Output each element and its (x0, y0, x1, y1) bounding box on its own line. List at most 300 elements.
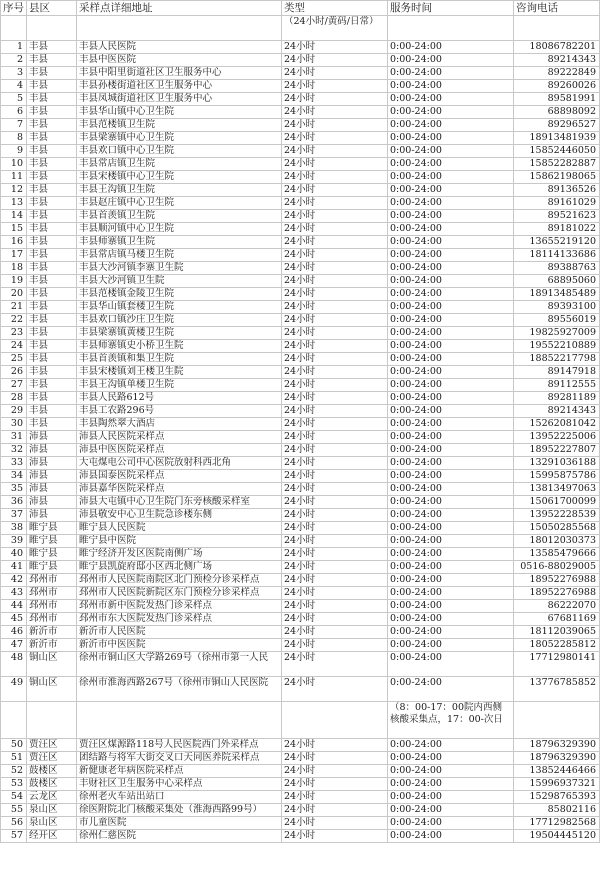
table-row (1, 197, 600, 210)
row-address: 丰县梁寨镇中心卫生院 (77, 132, 282, 145)
table-row (1, 702, 600, 739)
row-county: 铜山区 (27, 677, 77, 702)
row-county: 铜山区 (27, 652, 77, 677)
row-type: 24小时 (282, 67, 388, 80)
row-phone: 15852446050 (514, 145, 600, 158)
row-phone: 89393100 (514, 301, 600, 314)
table-row (1, 262, 600, 275)
table-row (1, 184, 600, 197)
row-address: 沛县中医医院采样点 (77, 444, 282, 457)
table-row (1, 314, 600, 327)
row-phone: 18852217798 (514, 353, 600, 366)
table-row (1, 418, 600, 431)
row-phone: 68898092 (514, 106, 600, 119)
header-hours: 服务时间 (388, 1, 514, 16)
row-no: 35 (1, 483, 27, 496)
row-phone: 18086782201 (514, 41, 600, 54)
table-row (1, 132, 600, 145)
row-address: 丰县华山镇套楼卫生院 (77, 301, 282, 314)
row-type: 24小时 (282, 496, 388, 509)
row-type: 24小时 (282, 561, 388, 574)
row-no: 5 (1, 93, 27, 106)
table-row (1, 236, 600, 249)
row-county: 鼓楼区 (27, 778, 77, 791)
row-no: 54 (1, 791, 27, 804)
row-type: 24小时 (282, 830, 388, 843)
row-type: 24小时 (282, 171, 388, 184)
row-phone: 89181022 (514, 223, 600, 236)
row-phone: 13776785852 (514, 677, 600, 702)
row-county: 丰县 (27, 392, 77, 405)
header-no: 序号 (1, 1, 27, 16)
table-row (1, 457, 600, 470)
row-county: 泉山区 (27, 817, 77, 830)
table-row (1, 379, 600, 392)
header-type-note: （24小时/黄码/日常） (282, 16, 388, 41)
row-no: 1 (1, 41, 27, 54)
row-type: 24小时 (282, 587, 388, 600)
row-type: 24小时 (282, 132, 388, 145)
row-address: 沛县人民医院采样点 (77, 431, 282, 444)
row-phone: 89147918 (514, 366, 600, 379)
row-phone: 18052285812 (514, 639, 600, 652)
row-county: 经开区 (27, 830, 77, 843)
row-county: 丰县 (27, 249, 77, 262)
row-type: 24小时 (282, 817, 388, 830)
row-hours: 0:00-24:00 (388, 223, 514, 236)
row-phone: 13952228539 (514, 509, 600, 522)
row-type: 24小时 (282, 574, 388, 587)
row-no: 29 (1, 405, 27, 418)
row-address: 丰县王沟镇单楼卫生院 (77, 379, 282, 392)
row-type: 24小时 (282, 353, 388, 366)
row-county: 邳州市 (27, 587, 77, 600)
row-type: 24小时 (282, 677, 388, 702)
row-address: 邳州市人民医院新院区东门预检分诊采样点 (77, 587, 282, 600)
table-row (1, 752, 600, 765)
row-county: 贾汪区 (27, 752, 77, 765)
row-no: 13 (1, 197, 27, 210)
header-type: 类型 (282, 1, 388, 16)
row-address: 丰县工农路296号 (77, 405, 282, 418)
row-county: 丰县 (27, 119, 77, 132)
table-row (1, 340, 600, 353)
row-county: 丰县 (27, 340, 77, 353)
row-phone: 89296527 (514, 119, 600, 132)
row-address: 新健康老年病医院采样点 (77, 765, 282, 778)
row-phone: 13585479666 (514, 548, 600, 561)
row-county: 丰县 (27, 353, 77, 366)
row-county: 丰县 (27, 171, 77, 184)
row-phone: 15996937321 (514, 778, 600, 791)
row-county: 丰县 (27, 93, 77, 106)
row-hours: 0:00-24:00 (388, 379, 514, 392)
row-county: 沛县 (27, 457, 77, 470)
row-type: 24小时 (282, 379, 388, 392)
row-no: 10 (1, 158, 27, 171)
row-address: 市儿童医院 (77, 817, 282, 830)
row-county: 丰县 (27, 314, 77, 327)
row-hours: 0:00-24:00 (388, 67, 514, 80)
row-hours: （8：00-17：00院内西侧核酸采集点，17：00-次日 (388, 702, 514, 739)
row-no: 48 (1, 652, 27, 677)
row-address: 丰县华山镇中心卫生院 (77, 106, 282, 119)
row-address: 新沂市人民医院 (77, 626, 282, 639)
table-row (1, 327, 600, 340)
row-county: 沛县 (27, 496, 77, 509)
row-address: 徐州仁慈医院 (77, 830, 282, 843)
table-row (1, 652, 600, 677)
row-address: 沛县大屯镇中心卫生院门东旁核酸采样室 (77, 496, 282, 509)
row-hours: 0:00-24:00 (388, 145, 514, 158)
row-hours: 0:00-24:00 (388, 765, 514, 778)
row-type: 24小时 (282, 752, 388, 765)
row-hours: 0:00-24:00 (388, 483, 514, 496)
row-phone: 13813497063 (514, 483, 600, 496)
row-county: 丰县 (27, 275, 77, 288)
row-hours: 0:00-24:00 (388, 184, 514, 197)
row-address: 新沂市中医医院 (77, 639, 282, 652)
row-county: 丰县 (27, 132, 77, 145)
row-phone: 85802116 (514, 804, 600, 817)
row-hours: 0:00-24:00 (388, 288, 514, 301)
table-row (1, 613, 600, 626)
row-hours: 0:00-24:00 (388, 457, 514, 470)
row-county: 睢宁县 (27, 561, 77, 574)
table-row (1, 626, 600, 639)
row-phone: 89556019 (514, 314, 600, 327)
table-row (1, 67, 600, 80)
row-address: 丰县王沟镇卫生院 (77, 184, 282, 197)
row-type: 24小时 (282, 197, 388, 210)
row-address: 徐医附院北门核酸采集处（淮海西路99号） (77, 804, 282, 817)
row-phone: 18952276988 (514, 574, 600, 587)
row-no: 43 (1, 587, 27, 600)
row-hours: 0:00-24:00 (388, 210, 514, 223)
row-county: 丰县 (27, 327, 77, 340)
row-address: 丰县宋楼镇刘王楼卫生院 (77, 366, 282, 379)
row-phone: 18796329390 (514, 752, 600, 765)
row-type: 24小时 (282, 626, 388, 639)
row-address: 丰县孙楼街道社区卫生服务中心 (77, 80, 282, 93)
table-row (1, 353, 600, 366)
row-address: 邳州市东大医院发热门诊采样点 (77, 613, 282, 626)
row-type: 24小时 (282, 600, 388, 613)
row-address: 团结路与将军大街交叉口天同医养院采样点 (77, 752, 282, 765)
row-phone: 89112555 (514, 379, 600, 392)
row-hours: 0:00-24:00 (388, 791, 514, 804)
row-no: 41 (1, 561, 27, 574)
row-no (1, 702, 27, 739)
row-hours: 0:00-24:00 (388, 236, 514, 249)
row-phone: 15852282887 (514, 158, 600, 171)
row-no: 14 (1, 210, 27, 223)
row-address: 丰县梁寨镇黄楼卫生院 (77, 327, 282, 340)
table-row (1, 431, 600, 444)
row-phone: 18952227807 (514, 444, 600, 457)
row-hours: 0:00-24:00 (388, 158, 514, 171)
row-phone: 89581991 (514, 93, 600, 106)
row-hours: 0:00-24:00 (388, 366, 514, 379)
row-phone: 13291036188 (514, 457, 600, 470)
row-county: 丰县 (27, 184, 77, 197)
row-hours: 0:00-24:00 (388, 340, 514, 353)
row-address: 丰财社区卫生服务中心采样点 (77, 778, 282, 791)
row-county: 邳州市 (27, 600, 77, 613)
row-hours: 0:00-24:00 (388, 677, 514, 702)
row-county: 丰县 (27, 236, 77, 249)
row-phone: 19552210889 (514, 340, 600, 353)
row-no: 3 (1, 67, 27, 80)
row-no: 22 (1, 314, 27, 327)
row-type: 24小时 (282, 444, 388, 457)
row-county: 睢宁县 (27, 548, 77, 561)
table-row (1, 444, 600, 457)
row-phone: 19825927009 (514, 327, 600, 340)
row-hours: 0:00-24:00 (388, 639, 514, 652)
row-address: 睢宁县凯旋府邸小区西北侧广场 (77, 561, 282, 574)
row-no: 33 (1, 457, 27, 470)
row-county: 丰县 (27, 223, 77, 236)
row-address: 睢宁县人民医院 (77, 522, 282, 535)
row-phone: 89214343 (514, 54, 600, 67)
row-address (77, 702, 282, 739)
row-type: 24小时 (282, 184, 388, 197)
row-no: 28 (1, 392, 27, 405)
row-type: 24小时 (282, 548, 388, 561)
row-type: 24小时 (282, 340, 388, 353)
row-no: 32 (1, 444, 27, 457)
table-row (1, 509, 600, 522)
row-address: 丰县师寨镇史小桥卫生院 (77, 340, 282, 353)
row-county: 丰县 (27, 366, 77, 379)
table-row (1, 392, 600, 405)
row-type: 24小时 (282, 93, 388, 106)
table-row (1, 535, 600, 548)
row-type: 24小时 (282, 119, 388, 132)
row-hours: 0:00-24:00 (388, 431, 514, 444)
row-county: 丰县 (27, 288, 77, 301)
row-type: 24小时 (282, 739, 388, 752)
row-no: 56 (1, 817, 27, 830)
row-county: 邳州市 (27, 613, 77, 626)
row-phone: 68895060 (514, 275, 600, 288)
row-phone: 89161029 (514, 197, 600, 210)
row-address: 丰县首羡镇和集卫生院 (77, 353, 282, 366)
table-row (1, 791, 600, 804)
row-type: 24小时 (282, 314, 388, 327)
row-type: 24小时 (282, 210, 388, 223)
row-type: 24小时 (282, 236, 388, 249)
row-hours: 0:00-24:00 (388, 752, 514, 765)
row-type: 24小时 (282, 301, 388, 314)
row-address: 丰县凤城街道社区卫生服务中心 (77, 93, 282, 106)
row-no: 26 (1, 366, 27, 379)
row-phone: 86222070 (514, 600, 600, 613)
row-address: 丰县大沙河镇卫生院 (77, 275, 282, 288)
row-phone: 18913481939 (514, 132, 600, 145)
row-address: 沛县嘉华医院采样点 (77, 483, 282, 496)
row-phone: 89281189 (514, 392, 600, 405)
row-no: 8 (1, 132, 27, 145)
row-address: 丰县欢口镇中心卫生院 (77, 145, 282, 158)
row-no: 42 (1, 574, 27, 587)
table-row (1, 80, 600, 93)
row-type: 24小时 (282, 145, 388, 158)
row-no: 11 (1, 171, 27, 184)
row-hours: 0:00-24:00 (388, 392, 514, 405)
row-address: 徐州市淮海西路267号（徐州市铜山人民医院 (77, 677, 282, 702)
row-address: 丰县欢口镇沙庄卫生院 (77, 314, 282, 327)
row-type: 24小时 (282, 457, 388, 470)
header-row (1, 1, 600, 16)
table-row (1, 210, 600, 223)
table-row (1, 830, 600, 843)
row-hours: 0:00-24:00 (388, 132, 514, 145)
row-county: 丰县 (27, 67, 77, 80)
row-no: 23 (1, 327, 27, 340)
row-address: 睢宁经济开发区医院南侧广场 (77, 548, 282, 561)
table-row (1, 93, 600, 106)
row-phone: 15061700099 (514, 496, 600, 509)
row-phone: 18913485489 (514, 288, 600, 301)
row-phone: 89521623 (514, 210, 600, 223)
row-no: 44 (1, 600, 27, 613)
row-hours: 0:00-24:00 (388, 405, 514, 418)
row-type: 24小时 (282, 535, 388, 548)
table-row (1, 804, 600, 817)
row-no: 49 (1, 677, 27, 702)
row-no: 21 (1, 301, 27, 314)
row-no: 36 (1, 496, 27, 509)
row-hours: 0:00-24:00 (388, 262, 514, 275)
row-county: 丰县 (27, 80, 77, 93)
header-address: 采样点详细地址 (77, 1, 282, 16)
row-type: 24小时 (282, 106, 388, 119)
row-no: 34 (1, 470, 27, 483)
table-row (1, 574, 600, 587)
row-county: 沛县 (27, 483, 77, 496)
table-row (1, 275, 600, 288)
row-no: 19 (1, 275, 27, 288)
row-address: 大屯煤电公司中心医院放射科西北角 (77, 457, 282, 470)
table-row (1, 301, 600, 314)
table-row (1, 119, 600, 132)
row-type: 24小时 (282, 431, 388, 444)
row-type: 24小时 (282, 639, 388, 652)
table-row (1, 765, 600, 778)
row-hours: 0:00-24:00 (388, 41, 514, 54)
row-no: 40 (1, 548, 27, 561)
table-row (1, 778, 600, 791)
row-type: 24小时 (282, 418, 388, 431)
row-hours: 0:00-24:00 (388, 778, 514, 791)
table-row (1, 41, 600, 54)
row-address: 丰县首羡镇卫生院 (77, 210, 282, 223)
row-type: 24小时 (282, 778, 388, 791)
row-no: 9 (1, 145, 27, 158)
row-hours: 0:00-24:00 (388, 93, 514, 106)
row-no: 25 (1, 353, 27, 366)
row-address: 丰县陶然翠大酒店 (77, 418, 282, 431)
row-address: 丰县赵庄镇中心卫生院 (77, 197, 282, 210)
row-type: 24小时 (282, 392, 388, 405)
row-hours: 0:00-24:00 (388, 444, 514, 457)
table-row (1, 522, 600, 535)
row-no: 50 (1, 739, 27, 752)
row-phone: 89214343 (514, 405, 600, 418)
row-hours: 0:00-24:00 (388, 817, 514, 830)
row-phone: 15995875786 (514, 470, 600, 483)
row-type: 24小时 (282, 327, 388, 340)
row-type: 24小时 (282, 522, 388, 535)
row-hours: 0:00-24:00 (388, 574, 514, 587)
row-address: 徐州市铜山区大学路269号（徐州市第一人民 (77, 652, 282, 677)
row-no: 39 (1, 535, 27, 548)
row-county: 丰县 (27, 145, 77, 158)
row-hours: 0:00-24:00 (388, 119, 514, 132)
table-row (1, 600, 600, 613)
row-type: 24小时 (282, 652, 388, 677)
row-no: 53 (1, 778, 27, 791)
table-row (1, 561, 600, 574)
row-address: 丰县师寨镇卫生院 (77, 236, 282, 249)
row-phone: 17712980141 (514, 652, 600, 677)
row-phone: 15862198065 (514, 171, 600, 184)
row-phone: 89136526 (514, 184, 600, 197)
row-no: 37 (1, 509, 27, 522)
table-row (1, 639, 600, 652)
row-hours: 0:00-24:00 (388, 548, 514, 561)
row-address: 丰县人民医院 (77, 41, 282, 54)
row-hours: 0:00-24:00 (388, 496, 514, 509)
row-county: 丰县 (27, 41, 77, 54)
row-hours: 0:00-24:00 (388, 804, 514, 817)
row-type: 24小时 (282, 483, 388, 496)
table-row (1, 587, 600, 600)
row-address: 邳州市人民医院南院区北门预检分诊采样点 (77, 574, 282, 587)
table-row (1, 483, 600, 496)
table-row (1, 106, 600, 119)
table-row (1, 405, 600, 418)
row-address: 睢宁县中医院 (77, 535, 282, 548)
row-address: 沛县敬安中心卫生院急诊楼东侧 (77, 509, 282, 522)
row-hours: 0:00-24:00 (388, 652, 514, 677)
row-hours: 0:00-24:00 (388, 314, 514, 327)
row-county: 丰县 (27, 301, 77, 314)
row-county: 新沂市 (27, 626, 77, 639)
row-address: 丰县常店镇马楼卫生院 (77, 249, 282, 262)
row-type: 24小时 (282, 223, 388, 236)
row-county (27, 702, 77, 739)
row-phone: 18952276988 (514, 587, 600, 600)
row-hours: 0:00-24:00 (388, 561, 514, 574)
row-county: 睢宁县 (27, 535, 77, 548)
row-hours: 0:00-24:00 (388, 275, 514, 288)
row-no: 31 (1, 431, 27, 444)
row-type: 24小时 (282, 405, 388, 418)
row-no: 57 (1, 830, 27, 843)
row-county: 邳州市 (27, 574, 77, 587)
row-hours: 0:00-24:00 (388, 171, 514, 184)
row-address: 丰县中阳里街道社区卫生服务中心 (77, 67, 282, 80)
row-county: 贾汪区 (27, 739, 77, 752)
row-address: 邳州市新中医院发热门诊采样点 (77, 600, 282, 613)
row-type: 24小时 (282, 275, 388, 288)
row-county: 丰县 (27, 379, 77, 392)
row-phone: 0516-88029005 (514, 561, 600, 574)
row-no: 27 (1, 379, 27, 392)
